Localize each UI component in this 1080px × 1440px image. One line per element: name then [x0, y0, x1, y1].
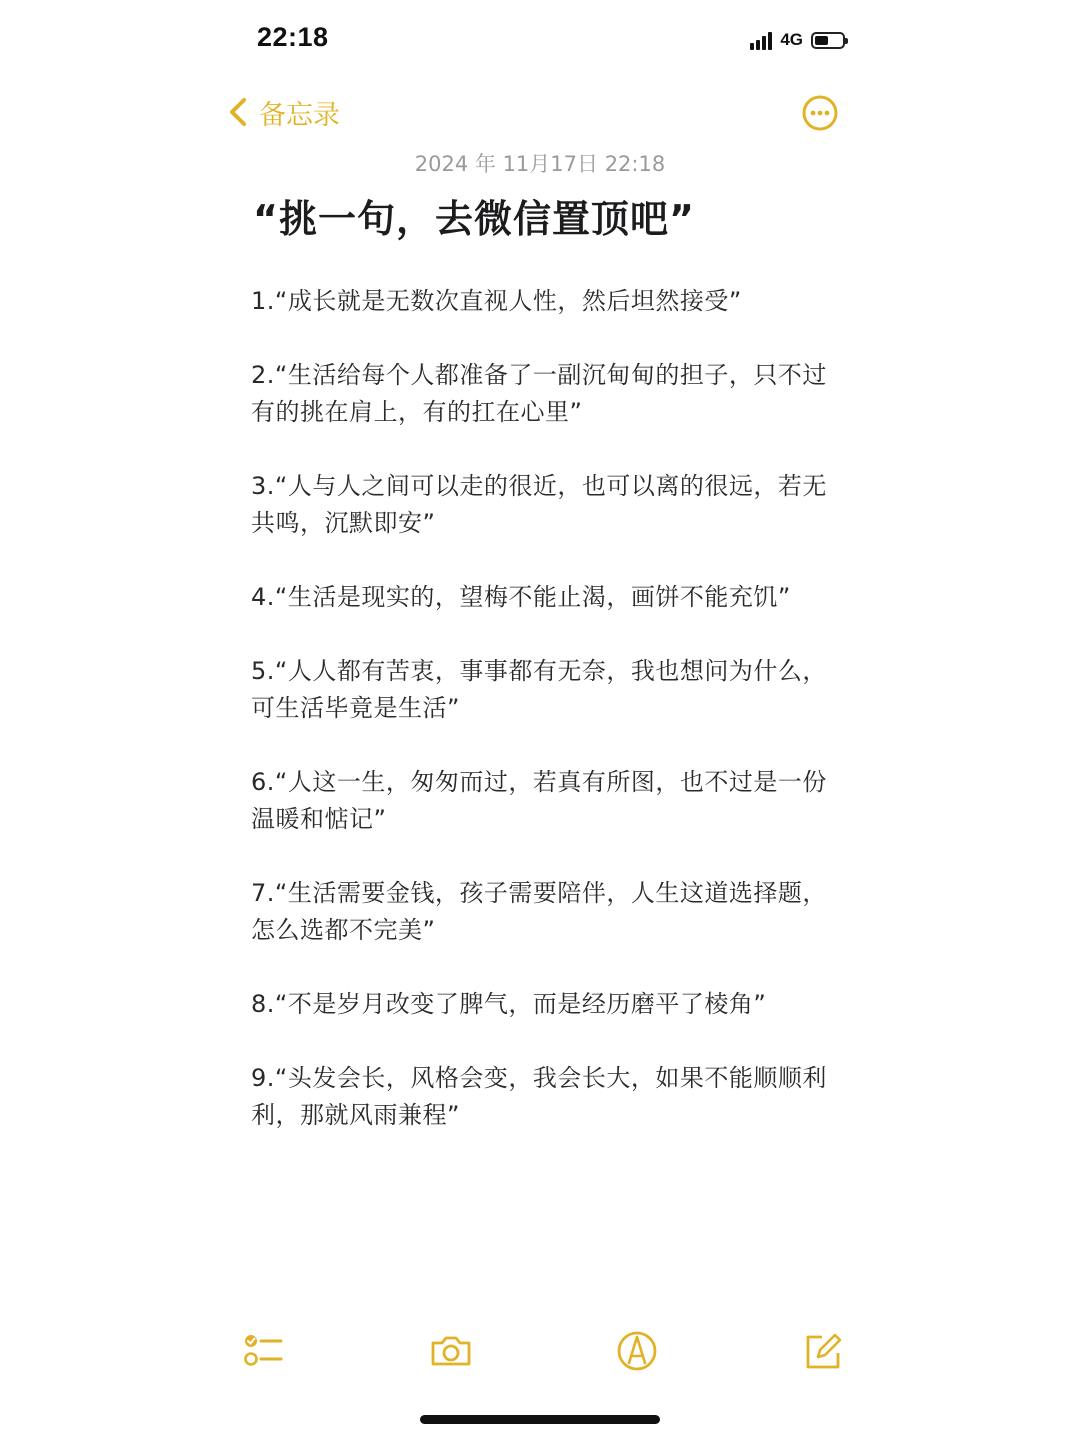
network-type: 4G: [780, 30, 803, 49]
cellular-signal-icon: [750, 30, 772, 50]
status-time: 22:18: [257, 22, 329, 52]
list-item: 1.“成长就是无数次直视人性，然后坦然接受”: [251, 287, 742, 315]
list-item: 5.“人人都有苦衷，事事都有无奈，我也想问为什么，可生活毕竟是生活”: [251, 657, 827, 722]
battery-icon: [811, 32, 845, 49]
status-indicators: [750, 30, 845, 50]
camera-icon[interactable]: [429, 1329, 473, 1373]
note-title[interactable]: “挑一句，去微信置顶吧”: [253, 197, 695, 241]
status-bar: [215, 0, 865, 80]
list-item: 3.“人与人之间可以走的很近，也可以离的很远，若无共鸣，沉默即安”: [251, 472, 827, 537]
list-item: 4.“生活是现实的，望梅不能止渴，画饼不能充饥”: [251, 583, 791, 611]
markup-pen-icon[interactable]: [615, 1329, 659, 1373]
nav-bar: [215, 88, 865, 140]
list-item: 9.“头发会长，风格会变，我会长大，如果不能顺顺利利，那就风雨兼程”: [251, 1064, 827, 1129]
list-item: 7.“生活需要金钱，孩子需要陪伴，人生这道选择题，怎么选都不完美”: [251, 879, 827, 944]
bottom-toolbar: [215, 1325, 865, 1377]
notes-screen: [215, 0, 865, 1440]
list-item: 2.“生活给每个人都准备了一副沉甸甸的担子，只不过有的挑在肩上，有的扛在心里”: [251, 361, 827, 426]
list-item: 6.“人这一生，匆匆而过，若真有所图，也不过是一份温暖和惦记”: [251, 768, 827, 833]
back-label: 备忘录: [259, 99, 340, 131]
note-body[interactable]: [251, 283, 841, 1171]
home-indicator[interactable]: [420, 1415, 660, 1424]
chevron-left-icon: [225, 92, 251, 132]
compose-icon[interactable]: [800, 1329, 844, 1373]
list-item: 8.“不是岁月改变了脾气，而是经历磨平了棱角”: [251, 990, 767, 1018]
battery-level: [815, 36, 828, 45]
note-date: 2024 年 11月17日 22:18: [414, 152, 666, 176]
checklist-icon[interactable]: [241, 1329, 285, 1373]
back-button[interactable]: [225, 92, 340, 132]
more-ellipsis-icon[interactable]: [801, 94, 839, 132]
